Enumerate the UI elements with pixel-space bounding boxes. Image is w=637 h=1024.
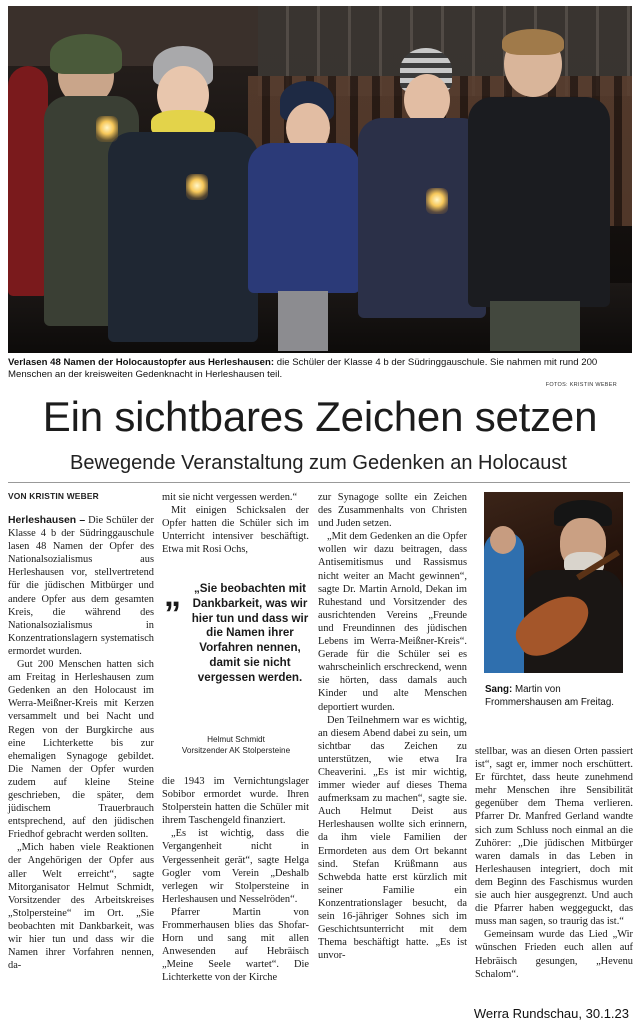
paragraph: „Mich haben viele Reaktionen der Angehörigen der Opfer aus aller Welt erreicht“, sagte Mitorganisator Helmut Schmidt, Vorsitzender des Arbeitskreises „Stolpersteine“ im Ort. „Sie beobachten mit Dankbarkeit, was wir hier tun und dass wir die Namen ihrer Vorfahren nennen, da- [8, 842, 154, 972]
paragraph: Den Teilnehmern war es wichtig, an diesem Abend dabei zu sein, um sichtbar das Zeichen zu unterstützen, wie etwa Ira Cheaverini. „Es ist mir wichtig, immer wieder auf dieses Thema aufmerksam zu machen“, sagte sie. Auch Helmut Deist aus Herleshausen wollte sich erinnern, da ihm viele Familien der Ermordeten aus dem Ort bekannt sind. Stefan Krüßmann aus Schwebda hatte erst kürzlich mit seiner Familie ein Konzentrationslager besucht, da sein 16-jähriger Sohnes sich im Geschichtsunterricht mit dem Thema beschäftigt hatte. „Es ist unvor- [318, 714, 467, 962]
paragraph: Pfarrer Martin von Frommerhausen blies das Shofar-Horn und sang mit allen Anwesenden auf Hebräisch „Meine Seele wartet“. Die Lichterkette von der Kirche [162, 906, 309, 984]
side-photo [484, 492, 623, 673]
paragraph: „Es ist wichtig, dass die Vergangenheit nicht in Vergessenheit gerät“, sagte Helga Gogler vom Verein „Deshalb verlegen wir Stolpersteine in Herleshausen und Nesselröden“. [162, 828, 309, 905]
side-caption-lead: Sang: [485, 684, 513, 695]
article-column-3 [318, 491, 467, 962]
byline: VON KRISTIN WEBER [8, 491, 99, 501]
quote-mark-icon: „ [164, 576, 181, 614]
side-photo-caption [485, 683, 625, 709]
caption-text: die Schüler der Klasse 4 b der Südringgauschule. Sie nahmen mit rund 200 Menschen an der kreisweiten Gedenknacht in Herleshausen teil. [8, 357, 598, 381]
paragraph: stellbar, was an diesen Orten passiert ist“, sagt er, immer noch erschüttert. Er fürchtet, dass heute zunehmend mehr Menschen ihre Sensibilität gegenüber dem Thema verlieren. Pfarrer Dr. Manfred Gerland wandte sich zum Schluss noch einmal an die Zuhörer: „Die jüdischen Mitbürger waren damals in das Leben in Herleshausen integriert, doch mit dem Beginn des Faschismus wurden sie auch hier ausgegrenzt. Und auch die Pfarrer haben weggeguckt, das muss man sagen, so traurig das ist.“ [475, 746, 633, 928]
main-photo [8, 6, 632, 353]
paragraph: mit sie nicht vergessen werden.“ [162, 492, 298, 503]
paragraph: Gemeinsam wurde das Lied „Wir wünschen Frieden euch allen auf Hebräisch gesungen, „Hevenu Schalom“. [475, 929, 633, 980]
pull-quote-attribution [162, 735, 310, 756]
paragraph: Mit einigen Schicksalen der Opfer hatten die Schüler sich im Unterricht intensiver beschäftigt. Etwa mit Rosi Ochs, [162, 505, 309, 556]
side-caption-text: Martin von Frommershausen am Freitag. [485, 684, 615, 708]
paragraph-text: Die Schüler der Klasse 4 b der Südringgauschule lasen 48 Namen der Opfer des Nationalsozialismus aus Herleshausen vor, stellvertretend für die jüdischen Mitbürger und andere Opfer aus dem gesamten Kreis, die während des Nationalsozialismus in Konzentrationslagern systematisch ermordet wurden. [8, 515, 154, 657]
caption-lead: Verlasen 48 Namen der Holocaustopfer aus Herleshausen: [8, 357, 275, 368]
photo-caption [8, 357, 634, 382]
dateline: Herleshausen – [8, 515, 86, 526]
article-column-2-top [162, 491, 309, 556]
subheadline: Bewegende Veranstaltung zum Gedenken an Holocaust [69, 452, 567, 474]
photo-credit: FOTOS: KRISTIN WEBER [545, 382, 617, 388]
source-label: Werra Rundschau, 30.1.23 [473, 1006, 629, 1021]
article-column-1 [8, 514, 154, 972]
pull-quote-role: Vorsitzender AK Stolpersteine [181, 745, 291, 755]
paragraph: Gut 200 Menschen hatten sich am Freitag in Herleshausen zum Gedenken an den Holocaust im Werra-Meißner-Kreis mit Kerzen versammelt und bei Nacht und Regen von der Burgkirche aus eine Lichterkette bis zur ehemaligen Synagoge gebildet. Die Namen der Opfer wurden zudem auf kleine Steine geschrieben, die später, dem jüdischem Trauerbrauch entsprechend, auf den jüdischen Friedhof gebracht werden sollten. [8, 659, 154, 841]
paragraph: „Mit dem Gedenken an die Opfer wollen wir dazu beitragen, dass Antisemitismus und Rassismus nicht weiter an Macht gewinnen“, sagte Dr. Martin Arnold, Dekan im Ruhestand und Vorsitzender des ausrichtenden Vereins „Freunde und Freundinnen des jüdischen Lebens im Werra-Meißner-Kreis“. Gerade für die Schüler sei es wahrscheinlich erschreckend, wenn sie hörten, dass damals auch Kinder und alte Menschen deportiert wurden. [318, 531, 467, 713]
headline: Ein sichtbares Zeichen setzen [42, 393, 598, 440]
paragraph: die 1943 im Vernichtungslager Sobibor ermordet wurde. Ihren Stolperstein hatten die Schüler mit ihrem Taschengeld finanziert. [162, 776, 309, 827]
paragraph: zur Synagoge sollte ein Zeichen des Zusammenhalts von Christen und Juden setzen. [318, 492, 467, 530]
pull-quote-author: Helmut Schmidt [207, 735, 265, 744]
pull-quote: „Sie beobachten mit Dankbarkeit, was wir hier tun und dass wir die Namen ihrer Vorfahren nennen, damit sie nicht vergessen werden. [191, 582, 309, 684]
article-column-4 [475, 745, 633, 981]
paragraph [8, 514, 154, 658]
divider [8, 482, 630, 483]
article-column-2-bottom [162, 775, 309, 985]
